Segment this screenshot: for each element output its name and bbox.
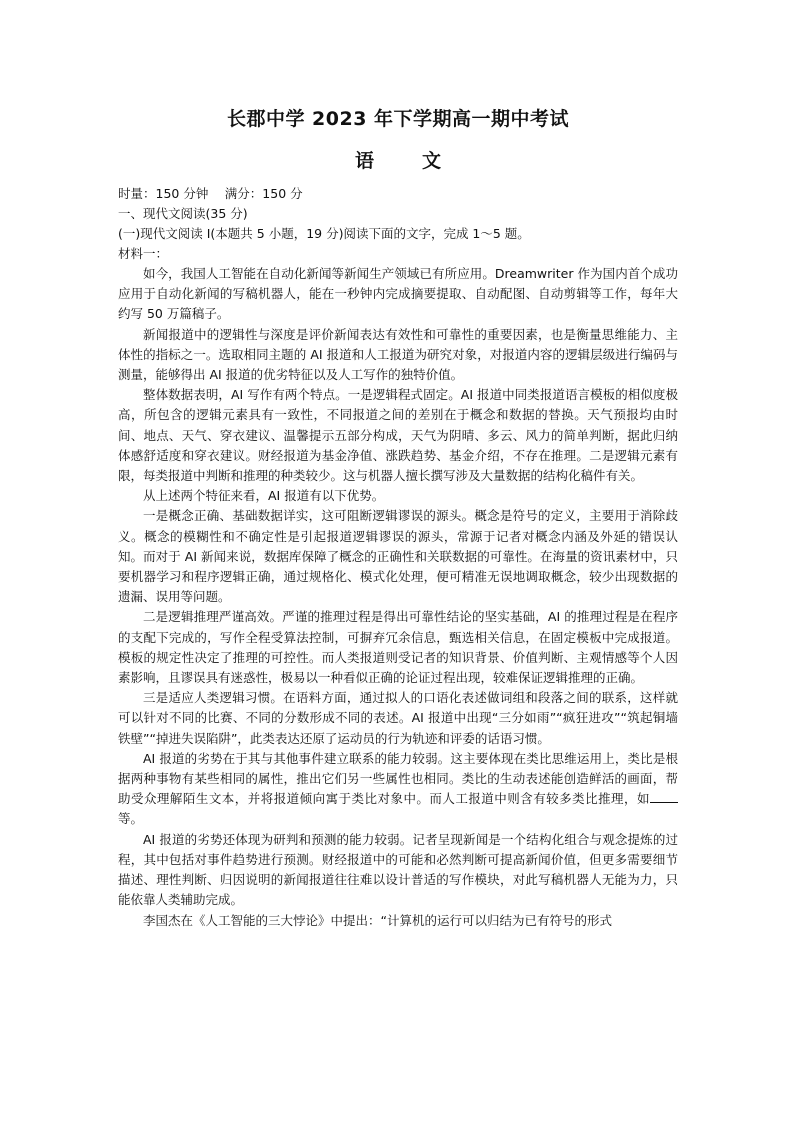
article-paragraph-5: 一是概念正确、基础数据详实，这可阻断逻辑谬误的源头。概念是符号的定义，主要用于消除歧义。概念的模糊性和不确定性是引起报道逻辑谬误的源头，常源于记者对概念内涵及外延的错误认知。而对于 AI 新闻来说，数据库保障了概念的正确性和关联数据的可靠性。在海量的资讯素材中，只要机器学习和程序逻辑正确，通过规格化、模式化处理，便可精准无误地调取概念，较少出现数据的遗漏、误用等问题。 bbox=[118, 508, 678, 605]
subject-title bbox=[118, 146, 678, 176]
material-label: 材料一： bbox=[118, 246, 169, 261]
article-paragraph-2: 新闻报道中的逻辑性与深度是评价新闻表达有效性和可靠性的重要因素，也是衡量思维能力、主体性的指标之一。选取相同主题的 AI 报道和人工报道为研究对象，对报道内容的逻辑层级进行编码与测量，能够得出 AI 报道的优劣特征以及人工写作的独特价值。 bbox=[118, 326, 678, 383]
section-heading: 一、现代文阅读(35 分) bbox=[118, 206, 248, 221]
paragraph-8-text: AI 报道的劣势在于其与其他事件建立联系的能力较弱。这主要体现在类比思维运用上，类比是根据两种事物有某些相同的属性，推出它们另一些属性也相同。类比的生动表述能创造鲜活的画面，帮助受众理解陌生文本，并将报道倾向寓于类比对象中。而人工报道中则含有较多类比推理，如 bbox=[118, 750, 678, 807]
exam-meta: 时量：150 分钟 满分：150 分 bbox=[118, 186, 303, 201]
article-paragraph-8 bbox=[118, 749, 678, 830]
exam-title: 长郡中学 2023 年下学期高一期中考试 bbox=[226, 108, 570, 130]
subject-char-2: 文 bbox=[422, 150, 442, 172]
subject-char-1: 语 bbox=[354, 150, 374, 172]
article-paragraph-9: AI 报道的劣势还体现为研判和预测的能力较弱。记者呈现新闻是一个结构化组合与观念提炼的过程，其中包括对事件趋势进行预测。财经报道中的可能和必然判断可提高新闻价值，但更多需要细节描述、理性判断、归因说明的新闻报道往往难以设计普适的写作模块，对此写稿机器人无能为力，只能依靠人类辅助完成。 bbox=[118, 831, 678, 908]
article-paragraph-3: 整体数据表明，AI 写作有两个特点。一是逻辑程式固定。AI 报道中同类报道语言模板的相似度极高，所包含的逻辑元素具有一致性，不同报道之间的差别在于概念和数据的替换。天气预报均由时间、地点、天气、穿衣建议、温馨提示五部分构成，天气为阴晴、多云、风力的简单判断，据此归纳体感舒适度和穿衣建议。财经报道为基金净值、涨跌趋势、基金介绍，不存在推理。二是逻辑元素有限，每类报道中判断和推理的种类较少。这与机器人擅长撰写涉及大量数据的结构化稿件有关。 bbox=[118, 387, 678, 484]
subsection-heading: (一)现代文阅读 I(本题共 5 小题，19 分)阅读下面的文字，完成 1～5 题。 bbox=[118, 226, 530, 241]
fill-in-blank bbox=[650, 790, 678, 803]
exam-page bbox=[118, 104, 678, 931]
article-paragraph-1: 如今，我国人工智能在自动化新闻等新闻生产领域已有所应用。Dreamwriter 作为国内首个成功应用于自动化新闻的写稿机器人，能在一秒钟内完成摘要提取、自动配图、自动剪辑等工作，每年大约写 50 万篇稿子。 bbox=[118, 266, 678, 322]
article-paragraph-4: 从上述两个特征来看，AI 报道有以下优势。 bbox=[143, 488, 385, 504]
article-paragraph-10: 李国杰在《人工智能的三大悖论》中提出：“计算机的运行可以归结为已有符号的形式 bbox=[143, 912, 612, 928]
article-paragraph-6: 二是逻辑推理严谨高效。严谨的推理过程是得出可靠性结论的坚实基础，AI 的推理过程是在程序的支配下完成的，写作全程受算法控制，可摒弃冗余信息，甄选相关信息，在固定模板中完成报道。模板的规定性决定了推理的可控性。而人类报道则受记者的知识背景、价值判断、主观情感等个人因素影响，且谬误具有迷惑性，极易以一种看似正确的论证过程出现，较难保证逻辑推理的正确。 bbox=[118, 609, 678, 686]
paragraph-8-tail: 等。 bbox=[118, 811, 144, 827]
article-paragraph-7: 三是适应人类逻辑习惯。在语料方面，通过拟人的口语化表述做词组和段落之间的联系，这样就可以针对不同的比赛、不同的分数形成不同的表述。AI 报道中出现“三分如雨”“疯狂进攻”“筑起铜墙铁壁”“掉进失误陷阱”，此类表达还原了运动员的行为轨迹和评委的话语习惯。 bbox=[118, 690, 678, 746]
